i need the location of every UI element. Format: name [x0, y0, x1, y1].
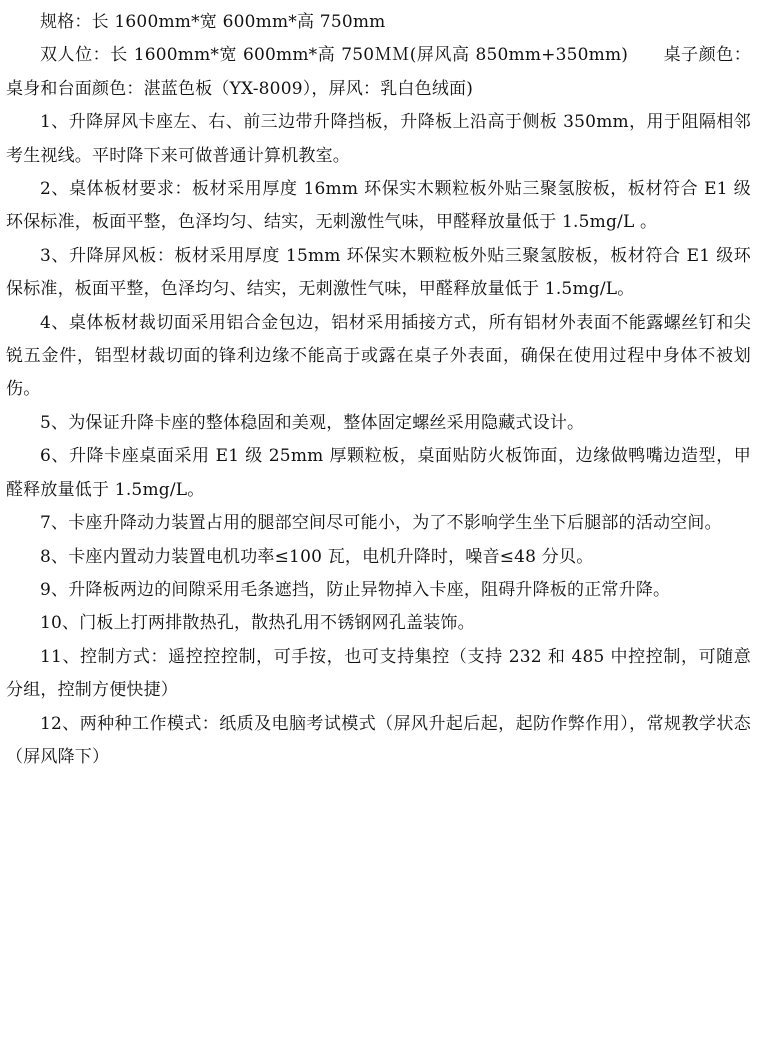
requirement-item-9: 9、升降板两边的间隙采用毛条遮挡，防止异物掉入卡座，阻碍升降板的正常升降。 [40, 579, 671, 600]
requirement-item-11: 11、控制方式：遥控控控制，可手按，也可支持集控（支持 232 和 485 中控控制，可随意分组，控制方便快捷） [6, 646, 751, 701]
requirement-item-8: 8、卡座内置动力装置电机功率≤100 瓦，电机升降时，噪音≤48 分贝。 [40, 546, 594, 567]
requirement-item-1: 1、升降屏风卡座左、右、前三边带升降挡板，升降板上沿高于侧板 350mm，用于阻隔相邻考生视线。平时降下来可做普通计算机教室。 [6, 112, 751, 166]
requirement-item-2: 2、桌体板材要求：板材采用厚度 16mm 环保实木颗粒板外贴三聚氢胺板，板材符合 E1 级环保标准，板面平整，色泽均匀、结实，无刺激性气味，甲醛释放量低于 1.5mg/L 。 [6, 179, 751, 233]
requirement-item-10: 10、门板上打两排散热孔，散热孔用不锈钢网孔盖装饰。 [40, 613, 475, 634]
requirement-item-7: 7、卡座升降动力装置占用的腿部空间尽可能小，为了不影响学生坐下后腿部的活动空间。 [40, 513, 722, 534]
requirement-item-5: 5、为保证升降卡座的整体稳固和美观，整体固定螺丝采用隐藏式设计。 [40, 412, 585, 433]
double-seat-spec: 双人位：长 1600mm*宽 600mm*高 750ＭＭ(屏风高 850mm+350mm) 桌子颜色：桌身和台面颜色：湛蓝色板（YX-8009），屏风：乳白色绒面) [6, 45, 751, 99]
requirement-item-6: 6、升降卡座桌面采用 E1 级 25mm 厚颗粒板，桌面贴防火板饰面，边缘做鸭嘴边造型，甲醛释放量低于 1.5mg/L。 [6, 446, 751, 500]
requirement-item-3: 3、升降屏风板：板材采用厚度 15mm 环保实木颗粒板外贴三聚氢胺板，板材符合 E1 级环保标准，板面平整，色泽均匀、结实，无刺激性气味，甲醛释放量低于 1.5mg/L。 [6, 245, 751, 300]
requirement-item-4: 4、桌体板材裁切面采用铝合金包边，铝材采用插接方式，所有铝材外表面不能露螺丝钉和尖锐五金件，铝型材裁切面的锋利边缘不能高于或露在桌子外表面，确保在使用过程中身体不被划伤。 [6, 312, 751, 400]
spec-line: 规格：长 1600mm*宽 600mm*高 750mm [40, 12, 386, 32]
requirement-item-12: 12、两种种工作模式：纸质及电脑考试模式（屏风升起后起，起防作弊作用），常规教学状态（屏风降下） [6, 713, 751, 767]
